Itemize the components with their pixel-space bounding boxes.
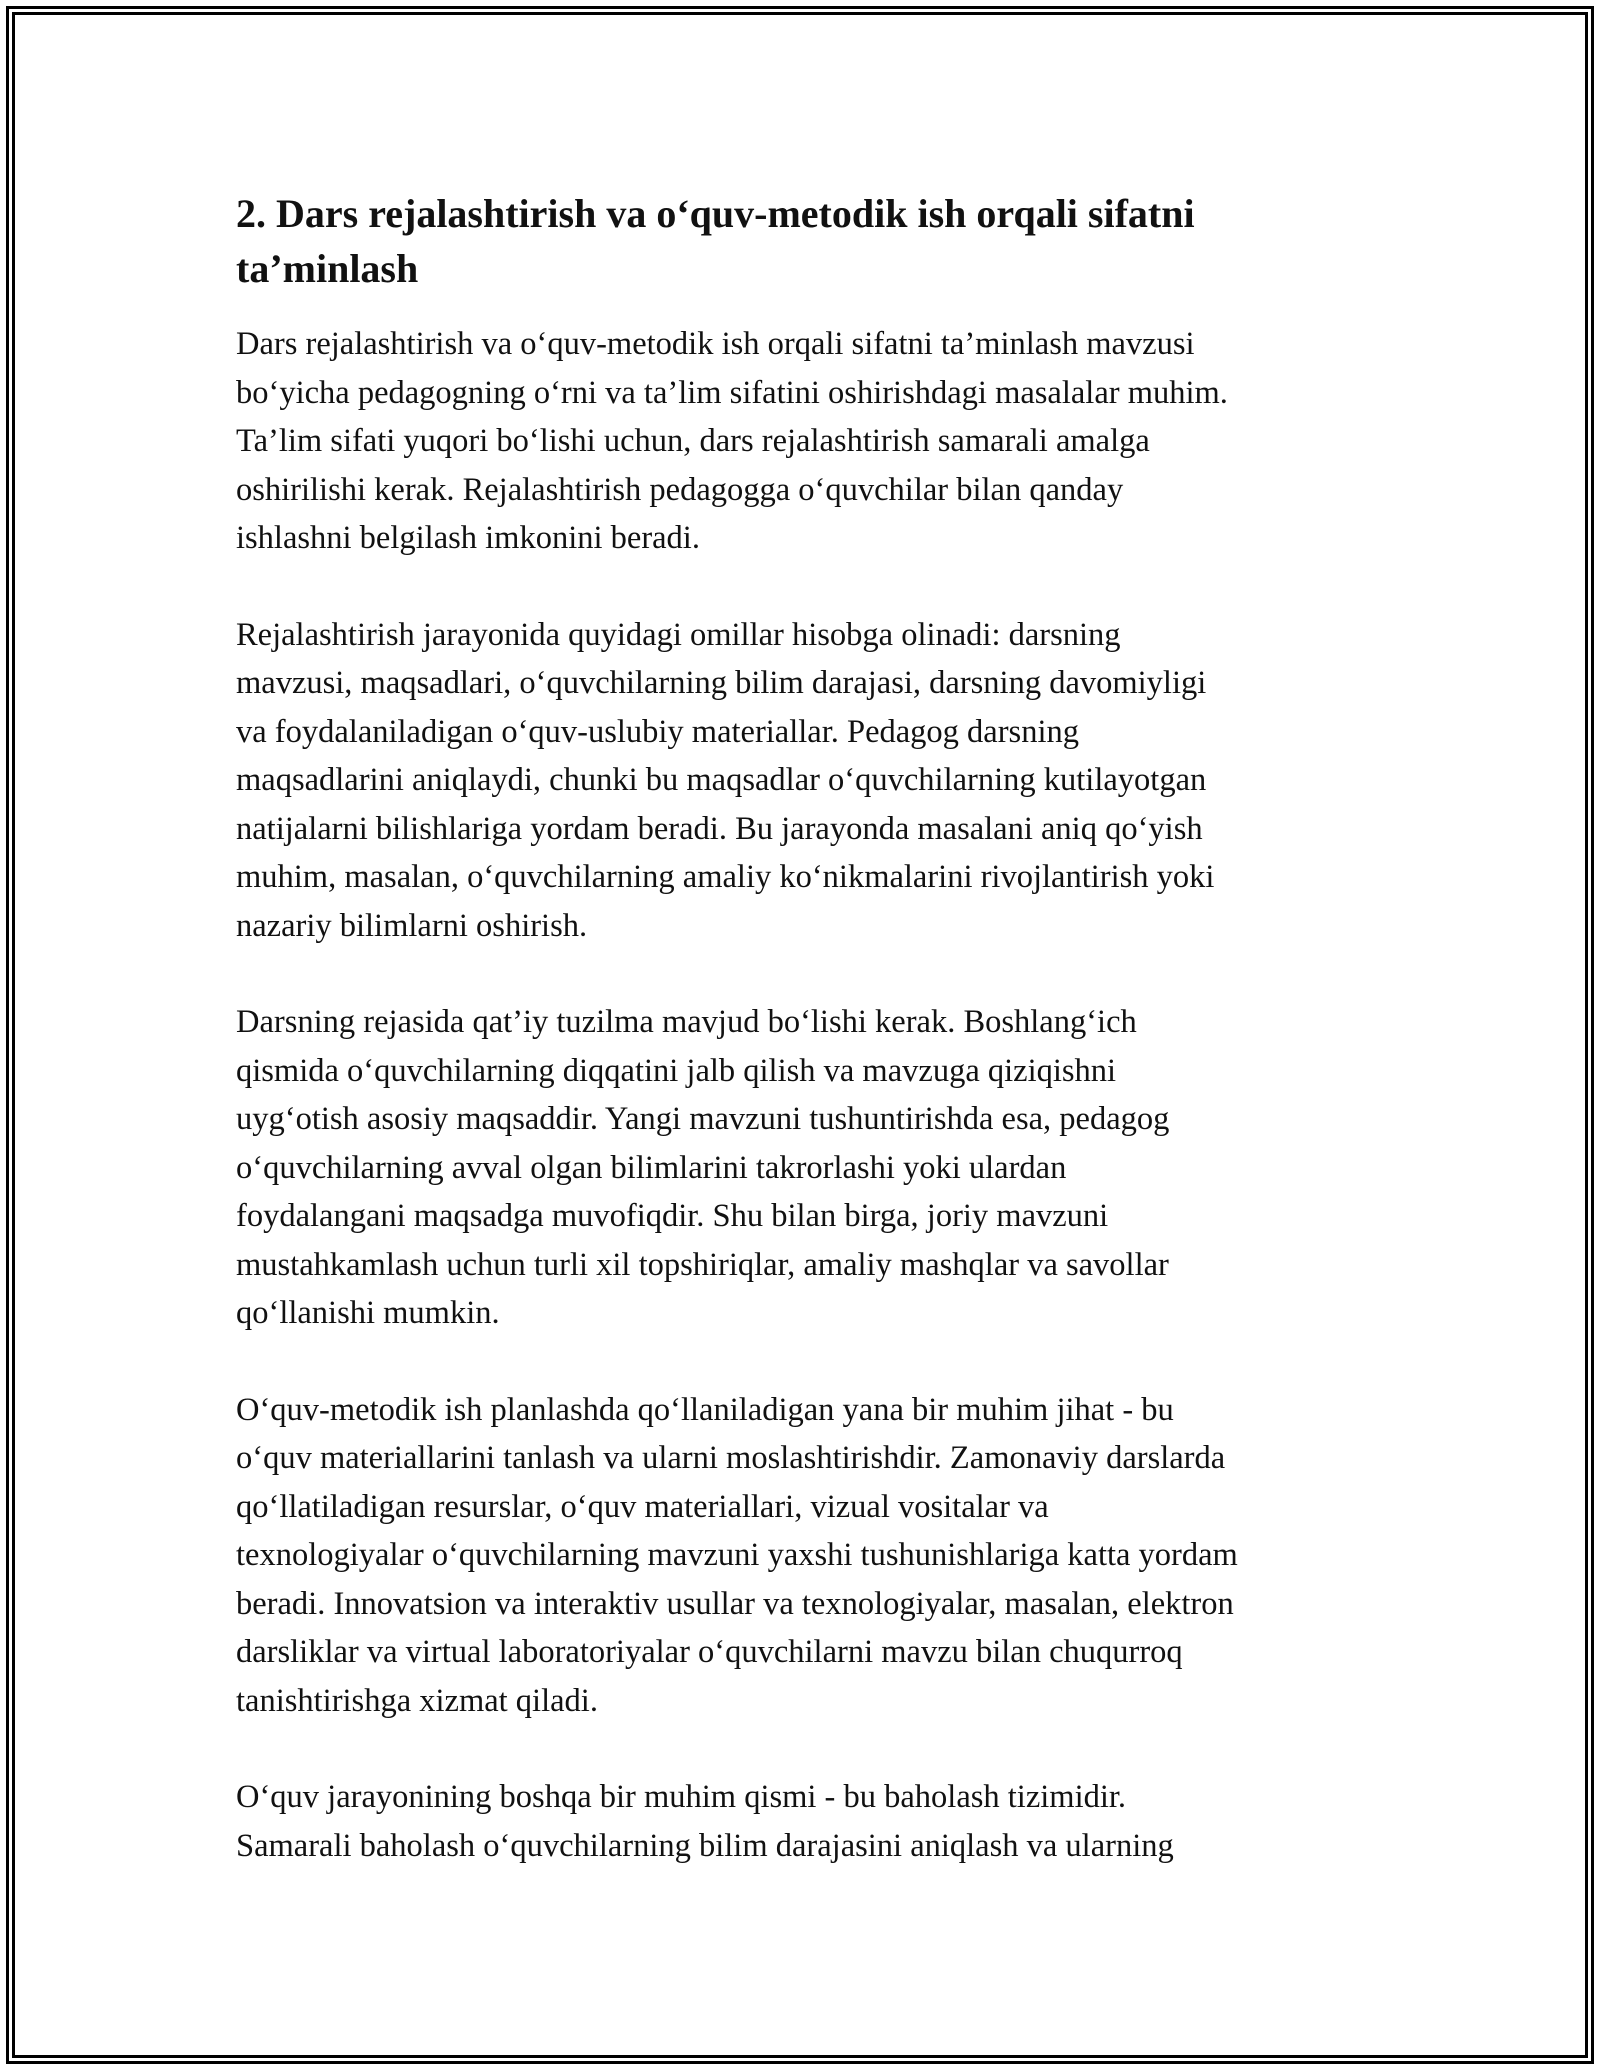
text-line: O‘quv jarayonining boshqa bir muhim qismi - bu baholash tizimidir.	[236, 1779, 1127, 1815]
paragraph-2	[236, 611, 1376, 951]
paragraph-1	[236, 320, 1376, 563]
text-line: maqsadlarini aniqlaydi, chunki bu maqsadlar o‘quvchilarning kutilayotgan	[236, 762, 1207, 798]
text-line: foydalangani maqsadga muvofiqdir. Shu bilan birga, joriy mavzuni	[236, 1198, 1109, 1234]
text-line: Samarali baholash o‘quvchilarning bilim darajasini aniqlash va ularning	[236, 1827, 1174, 1864]
section-heading	[236, 186, 1296, 296]
heading-line: 2. Dars rejalashtirish va o‘quv-metodik ish orqali sifatni	[236, 191, 1195, 236]
text-line: beradi. Innovatsion va interaktiv usullar va texnologiyalar, masalan, elektron	[236, 1585, 1234, 1622]
text-line: mavzusi, maqsadlari, o‘quvchilarning bilim darajasi, darsning davomiyligi	[236, 665, 1207, 701]
text-line: O‘quv-metodik ish planlashda qo‘llaniladigan yana bir muhim jihat - bu	[236, 1391, 1174, 1428]
text-line: oshirilishi kerak. Rejalashtirish pedagogga o‘quvchilar bilan qanday	[236, 471, 1124, 508]
text-line: uyg‘otish asosiy maqsaddir. Yangi mavzuni tushuntirishda esa, pedagog	[236, 1101, 1170, 1137]
document-body	[236, 186, 1376, 1918]
text-line: qismida o‘quvchilarning diqqatini jalb qilish va mavzuga qiziqishni	[236, 1052, 1117, 1089]
text-line: tanishtirishga xizmat qiladi.	[236, 1682, 598, 1719]
text-line: mustahkamlash uchun turli xil topshiriqlar, amaliy mashqlar va savollar	[236, 1246, 1169, 1283]
text-line: nazariy bilimlarni oshirish.	[236, 907, 588, 944]
text-line: Darsning rejasida qat’iy tuzilma mavjud bo‘lishi kerak. Boshlang‘ich	[236, 1004, 1137, 1040]
text-line: darsliklar va virtual laboratoriyalar o‘quvchilarni mavzu bilan chuqurroq	[236, 1634, 1183, 1670]
text-line: muhim, masalan, o‘quvchilarning amaliy ko‘nikmalarini rivojlantirish yoki	[236, 859, 1215, 895]
text-line: Rejalashtirish jarayonida quyidagi omillar hisobga olinadi: darsning	[236, 616, 1121, 653]
paragraph-4	[236, 1386, 1376, 1726]
text-line: Ta’lim sifati yuqori bo‘lishi uchun, dars rejalashtirish samarali amalga	[236, 423, 1150, 459]
text-line: o‘quvchilarning avval olgan bilimlarini takrorlashi yoki ulardan	[236, 1149, 1067, 1186]
text-line: o‘quv materiallarini tanlash va ularni moslashtirishdir. Zamonaviy darslarda	[236, 1440, 1226, 1476]
text-line: va foydalaniladigan o‘quv-uslubiy materiallar. Pedagog darsning	[236, 713, 1079, 750]
paragraph-3	[236, 998, 1376, 1338]
text-line: Dars rejalashtirish va o‘quv-metodik ish orqali sifatni ta’minlash mavzusi	[236, 326, 1195, 362]
heading-line: ta’minlash	[236, 246, 419, 291]
text-line: texnologiyalar o‘quvchilarning mavzuni yaxshi tushunishlariga katta yordam	[236, 1537, 1238, 1573]
text-line: qo‘llanishi mumkin.	[236, 1295, 500, 1331]
text-line: qo‘llatiladigan resurslar, o‘quv materiallari, vizual vositalar va	[236, 1488, 1049, 1525]
text-line: ishlashni belgilash imkonini beradi.	[236, 520, 700, 556]
text-line: bo‘yicha pedagogning o‘rni va ta’lim sifatini oshirishdagi masalalar muhim.	[236, 374, 1228, 411]
paragraph-5	[236, 1773, 1376, 1870]
text-line: natijalarni bilishlariga yordam beradi. Bu jarayonda masalani aniq qo‘yish	[236, 810, 1203, 847]
